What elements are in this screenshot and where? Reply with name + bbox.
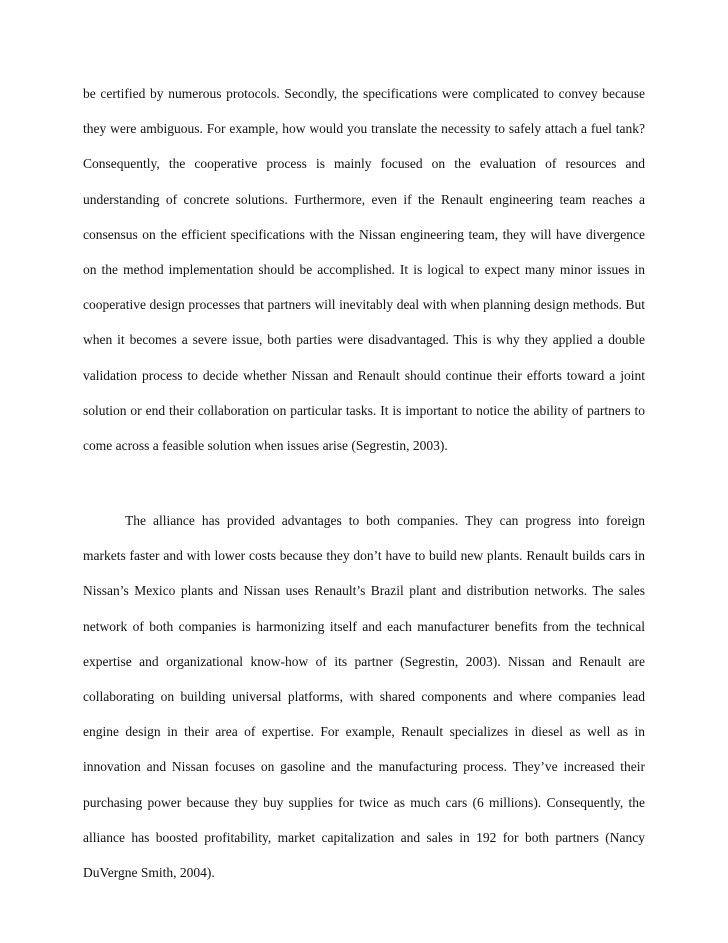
body-paragraph-2: The alliance has provided advantages to both companies. They can progress into foreign markets faster and with lower costs because they don’t have to build new plants. Renault builds cars in Nissan’s Mexico plants and Nissan uses Renault’s Brazil plant and distribution networks. The sales network of both companies is harmonizing itself and each manufacturer benefits from the technical expertise and organizational know-how of its partner (Segrestin, 2003). Nissan and Renault are collaborating on building universal platforms, with shared components and where companies lead engine design in their area of expertise. For example, Renault specializes in diesel as well as in innovation and Nissan focuses on gasoline and the manufacturing process. They’ve increased their purchasing power because they buy supplies for twice as much cars (6 millions). Consequently, the alliance has boosted profitability, market capitalization and sales in 192 for both partners (Nancy DuVergne Smith, 2004). <box>83 513 645 881</box>
body-paragraph-1: be certified by numerous protocols. Secondly, the specifications were complicated to convey because they were ambiguous. For example, how would you translate the necessity to safely attach a fuel tank? Consequently, the cooperative process is mainly focused on the evaluation of resources and understanding of concrete solutions. Furthermore, even if the Renault engineering team reaches a consensus on the efficient specifications with the Nissan engineering team, they will have divergence on the method implementation should be accomplished. It is logical to expect many minor issues in cooperative design processes that partners will inevitably deal with when planning design methods. But when it becomes a severe issue, both parties were disadvantaged. This is why they applied a double validation process to decide whether Nissan and Renault should continue their efforts toward a joint solution or end their collaboration on particular tasks. It is important to notice the ability of partners to come across a feasible solution when issues arise (Segrestin, 2003). <box>83 86 645 454</box>
